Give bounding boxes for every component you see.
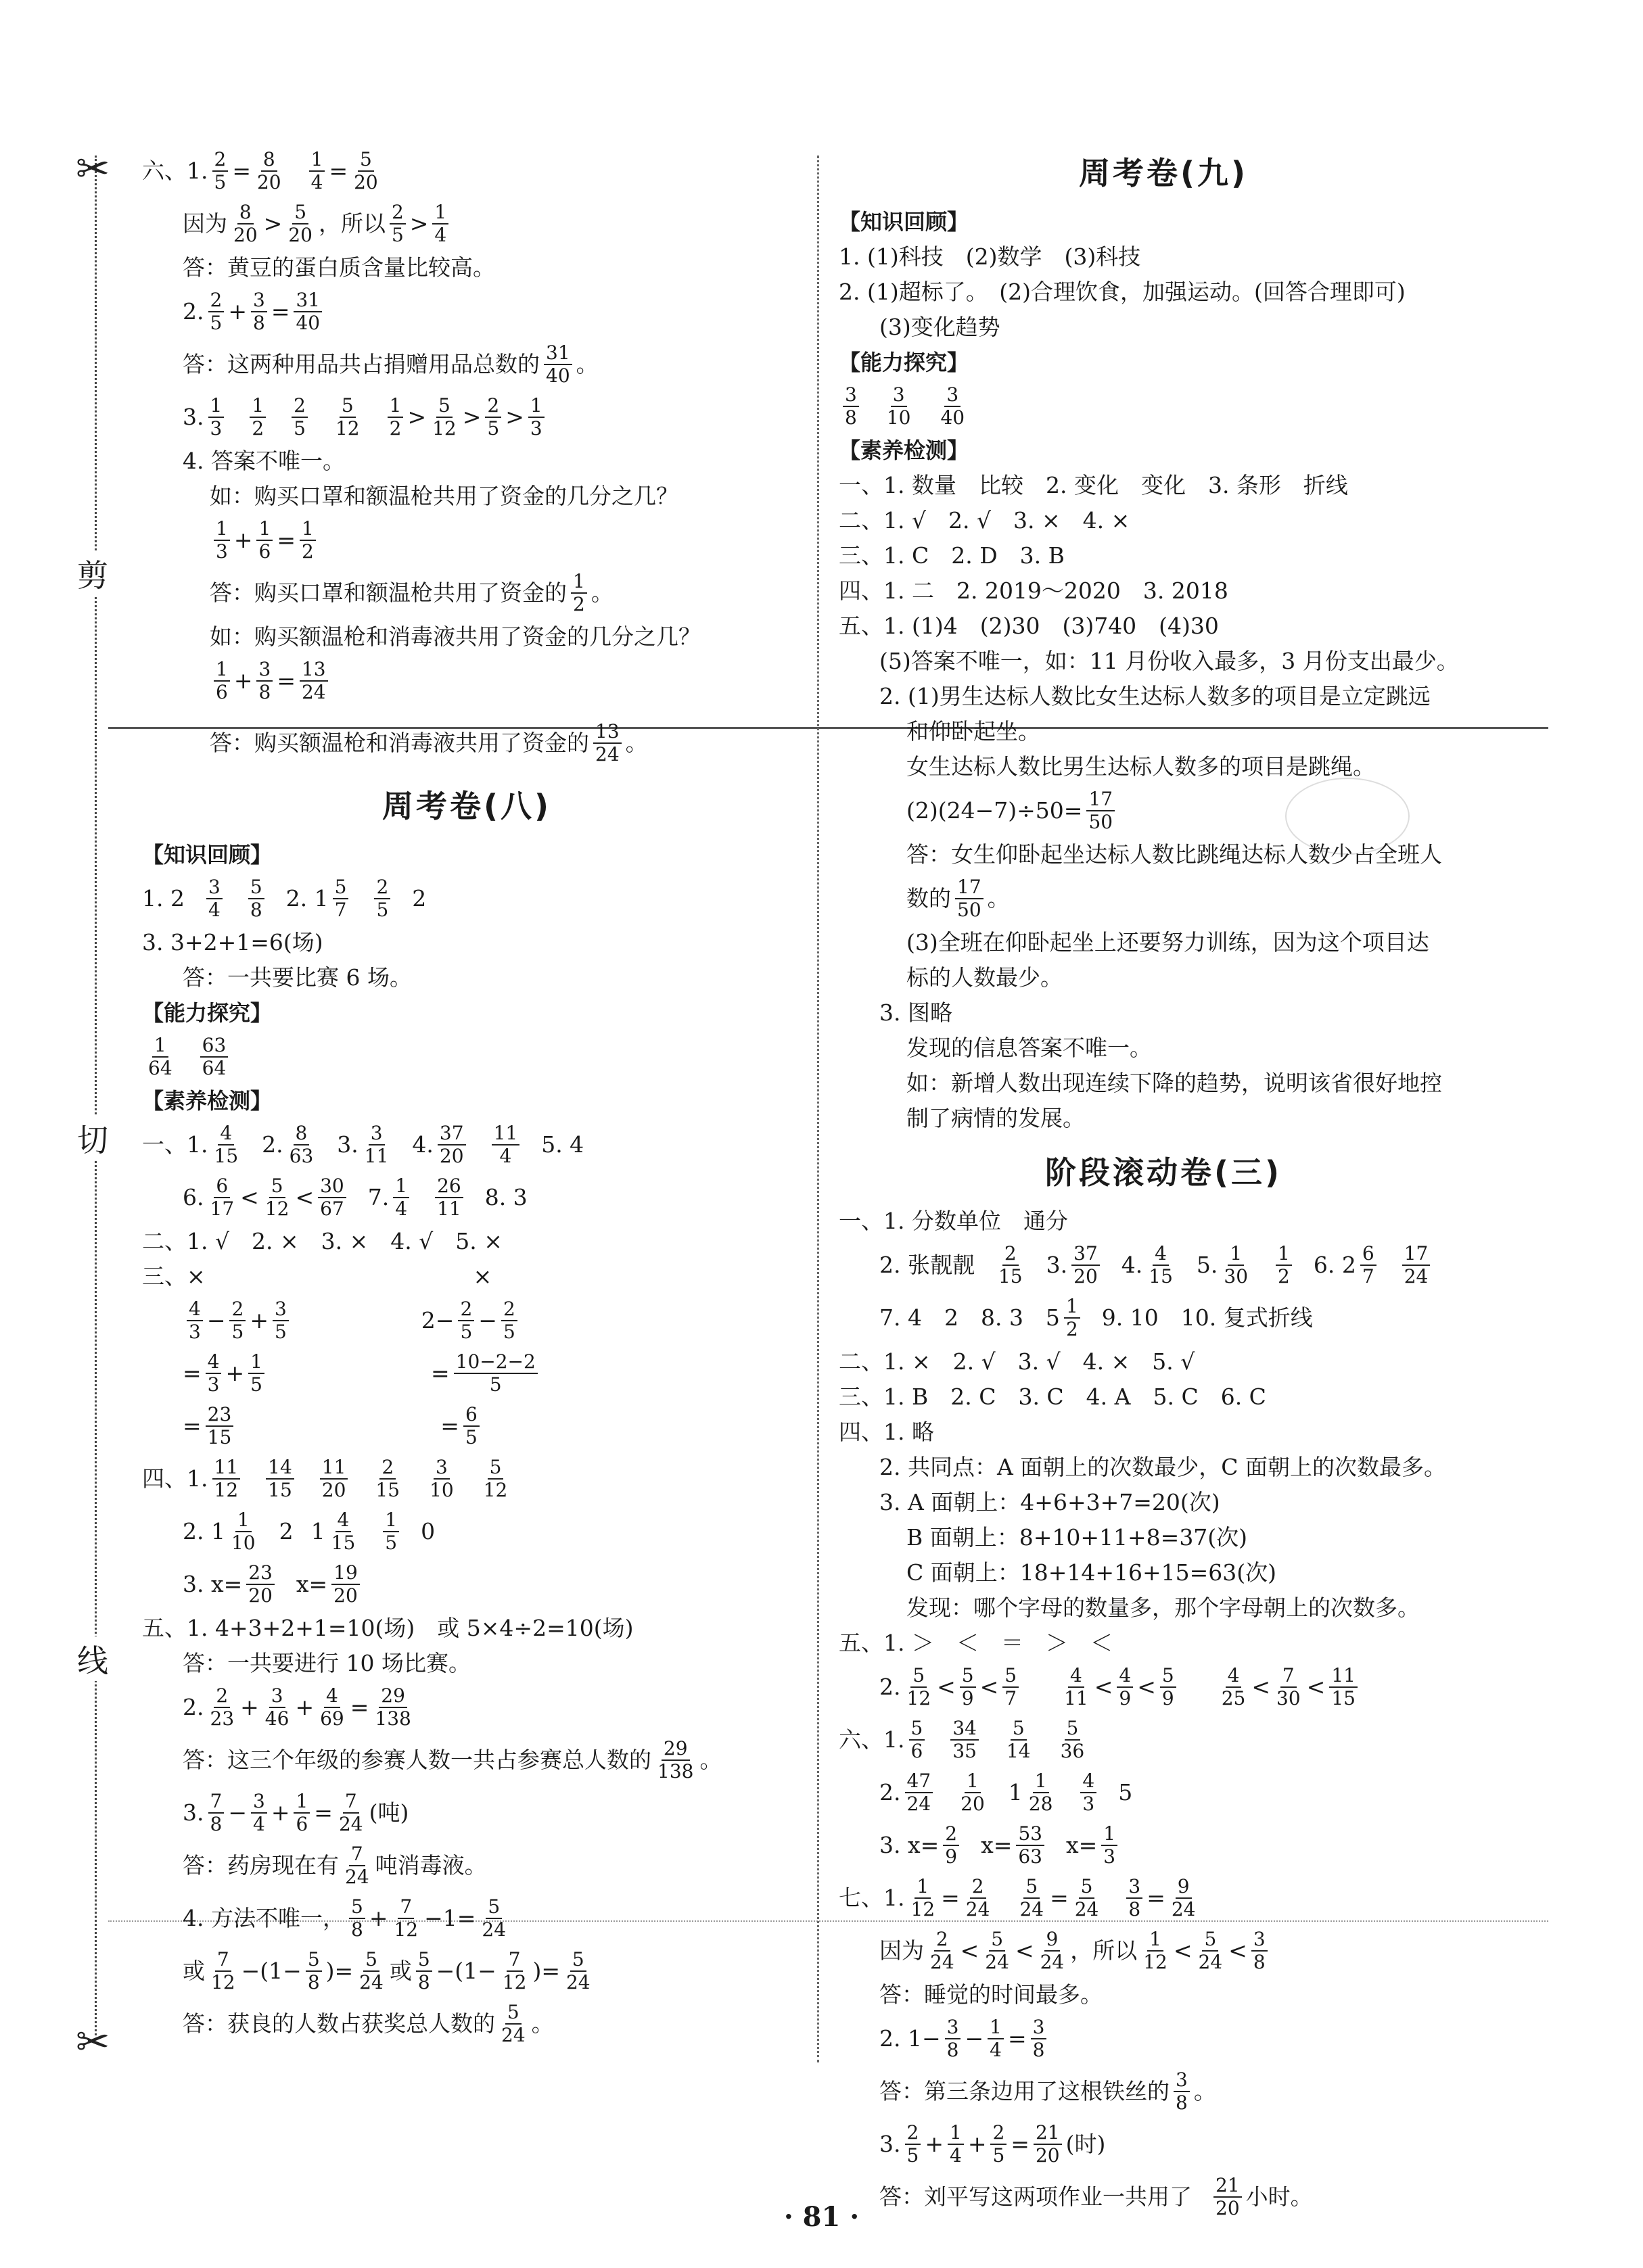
r-er: 二、1. √ 2. √ 3. × 4. × xyxy=(839,507,1130,534)
wu3: 3. $\frac{7}{8}$ − $\frac{3}{4}$ + $\frac{1}{6}$ = $\frac{7}{24}$ (吨) xyxy=(183,1790,409,1835)
q6-1: 六、1. $\frac{2}{5}$ = $\frac{8}{20}$ $\frac{1}{4}$ = $\frac{5}{20}$ xyxy=(142,148,378,193)
q6-4-a1: 答：购买口罩和额温枪共用了资金的 $\frac{1}{2}$ 。 xyxy=(210,570,614,615)
section-literacy: 【素养检测】 xyxy=(142,1088,273,1114)
section-ability: 【能力探究】 xyxy=(142,1000,273,1026)
r-ability-ans: $\frac{3}{8}$ $\frac{3}{10}$ $\frac{3}{40}$ xyxy=(839,384,1488,429)
wu2b: 答：这三个年级的参赛人数一共占参赛总人数的 $\frac{29}{138}$ 。 xyxy=(183,1737,722,1782)
jsi3: 3. A 面朝上：4+6+3+7=20(次) xyxy=(879,1489,1220,1515)
jqi3: 3. $\frac{2}{5}$ + $\frac{1}{4}$ + $\frac{2}{5}$ = $\frac{21}{20}$ (时) xyxy=(879,2121,1106,2167)
r-y1: 一、1. 数量 比较 2. 变化 变化 3. 条形 折线 xyxy=(839,472,1348,498)
san: 三、× × xyxy=(142,1263,492,1290)
r-k1: 1. (1)科技 (2)数学 (3)科技 xyxy=(839,243,1141,270)
wu4c: 答：获良的人数占获奖总人数的 $\frac{5}{24}$ 。 xyxy=(183,2001,554,2046)
er: 二、1. √ 2. × 3. × 4. √ 5. × xyxy=(142,1228,503,1254)
q6-4-q2: 如：购买额温枪和消毒液共用了资金的几分之几？ xyxy=(210,623,701,650)
jsi3d: 发现：哪个字母的数量多，那个字母朝上的次数多。 xyxy=(906,1594,1420,1621)
jwu1: 五、1. ＞ ＜ ＝ ＞ ＜ xyxy=(839,1630,1113,1656)
wu4: 4. 方法不唯一， $\frac{5}{8}$ + $\frac{7}{12}$ −1= $\frac{5}{24}$ xyxy=(183,1895,507,1941)
section-review: 【知识回顾】 xyxy=(142,842,273,868)
r-wu3c: 如：新增人数出现连续下降的趋势，说明该省很好地控 xyxy=(906,1070,1442,1096)
scissor-icon-top: ✂ xyxy=(76,145,110,193)
ability-ans: $\frac{1}{64}$ $\frac{63}{64}$ xyxy=(142,1035,791,1079)
q6-2: 2. $\frac{2}{5}$ + $\frac{3}{8}$ = $\frac{31}{40}$ xyxy=(142,289,791,334)
page-number: · 81 · xyxy=(783,2201,860,2233)
r-wu2e: 答：女生仰卧起坐达标人数比跳绳达标人数少占全班人 xyxy=(906,841,1442,868)
si1: 四、1. $\frac{11}{12}$ $\frac{14}{15}$ $\frac{11}{20}$ $\frac{2}{15}$ $\frac{3}{10}$ $\frac{5}{12}$ xyxy=(142,1456,508,1501)
title-stage3: 阶段滚动卷(三) xyxy=(1044,1154,1282,1191)
jwu2: 2. $\frac{5}{12}$ < $\frac{5}{9}$ < $\frac{5}{7}$ $\frac{4}{11}$ < $\frac{4}{9}$ < $\frac{5}{9}$ $\frac{4}{25}$ < $\frac{7}{30}$ < $\frac{11}{15}$ xyxy=(839,1665,1488,1709)
right-column xyxy=(839,149,1488,2227)
jliu1: 六、1. $\frac{5}{6}$ $\frac{34}{35}$ $\frac{5}{14}$ $\frac{5}{36}$ xyxy=(839,1717,1085,1762)
jsi1: 四、1. 略 xyxy=(839,1419,934,1445)
jqi2: 2. 1− $\frac{3}{8}$ − $\frac{1}{4}$ = $\frac{3}{8}$ xyxy=(839,2016,1488,2061)
y6: 6. $\frac{6}{17}$ < $\frac{5}{12}$ < $\frac{30}{67}$ 7. $\frac{1}{4}$ $\frac{26}{11}$ 8. 3 xyxy=(183,1175,528,1220)
q6-4-calc1: $\frac{1}{3}$ + $\frac{1}{6}$ = $\frac{1}{2}$ xyxy=(142,518,791,563)
j1: 一、1. 分数单位 通分 xyxy=(839,1208,1068,1234)
r-k2: 2. (1)超标了。 (2)合理饮食，加强运动。(回答合理即可) xyxy=(839,279,1406,305)
r-si: 四、1. 二 2. 2019～2020 3. 2018 xyxy=(839,577,1228,604)
jliu3: 3. x= $\frac{2}{9}$ x= $\frac{53}{63}$ x= $\frac{1}{3}$ xyxy=(839,1823,1488,1868)
y1: 一、1. $\frac{4}{15}$ 2. $\frac{8}{63}$ 3. $\frac{3}{11}$ 4. $\frac{37}{20}$ $\frac{11}{4}$ 5. 4 xyxy=(142,1122,584,1167)
r-k3: (3)变化趋势 xyxy=(879,314,1000,340)
wu1: 五、1. 4+3+2+1=10(场) 或 5×4÷2=10(场) xyxy=(142,1615,634,1641)
cut-label-jian: 剪 xyxy=(77,551,108,596)
r-wu2: 2. (1)男生达标人数比女生达标人数多的项目是立定跳远 xyxy=(879,683,1431,709)
r-section-review: 【知识回顾】 xyxy=(839,209,969,235)
q6-1-compare: 因为 $\frac{8}{20}$ > $\frac{5}{20}$ ，所以 $\frac{2}{5}$ > $\frac{1}{4}$ xyxy=(142,202,791,246)
jqi3c: 答：刘平写这两项作业一共用了 $\frac{21}{20}$ 小时。 xyxy=(879,2174,1313,2219)
cut-label-qie: 切 xyxy=(77,1116,108,1160)
r-wu2g: (3)全班在仰卧起坐上还要努力训练，因为这个项目达 xyxy=(906,929,1429,955)
r-section-ability: 【能力探究】 xyxy=(839,350,969,375)
q6-4-a2: 答：购买额温枪和消毒液共用了资金的 $\frac{13}{24}$ 。 xyxy=(210,720,648,765)
r-wu2h: 标的人数最少。 xyxy=(906,964,1063,991)
cut-label-xian: 线 xyxy=(77,1636,108,1681)
si2: 2. 1 $\frac{1}{10}$ 2 1 $\frac{4}{15}$ $\frac{1}{5}$ 0 xyxy=(183,1509,436,1554)
r-wu2f: 数的 $\frac{17}{50}$ 。 xyxy=(906,876,1010,921)
q6-4: 4. 答案不唯一。 xyxy=(183,448,345,474)
wu3c: 答：药房现在有 $\frac{7}{24}$ 吨消毒液。 xyxy=(183,1843,487,1888)
cut-line xyxy=(95,156,97,2035)
q6-3: 3. $\frac{1}{3}$ $\frac{1}{2}$ $\frac{2}{5}$ $\frac{5}{12}$ $\frac{1}{2}$ > $\frac{5}{12}$ > $\frac{2}{5}$ > $\frac{1}{3}$ xyxy=(142,395,791,440)
wu2: 2. $\frac{2}{23}$ + $\frac{3}{46}$ + $\frac{4}{69}$ = $\frac{29}{138}$ xyxy=(183,1684,411,1730)
q6-4-calc2: $\frac{1}{6}$ + $\frac{3}{8}$ = $\frac{13}{24}$ xyxy=(142,659,791,703)
r-wu1b: (5)答案不唯一，如：11 月份收入最多，3 月份支出最少。 xyxy=(879,648,1459,674)
title-week9: 周考卷(九) xyxy=(1078,155,1249,191)
r-wu2c: 女生达标人数比男生达标人数多的项目是跳绳。 xyxy=(906,753,1375,780)
r-wu2d: (2)(24−7)÷50= $\frac{17}{50}$ xyxy=(839,788,1488,833)
jsi2: 2. 共同点：A 面朝上的次数最少，C 面朝上的次数最多。 xyxy=(879,1454,1447,1480)
r-wu2b: 和仰卧起坐。 xyxy=(906,718,1040,745)
j7: 7. 4 2 8. 3 5 $\frac{1}{2}$ 9. 10 10. 复式折线 xyxy=(879,1295,1313,1340)
r-section-literacy: 【素养检测】 xyxy=(839,438,969,463)
r-wu1: 五、1. (1)4 (2)30 (3)740 (4)30 xyxy=(839,613,1219,639)
r-san: 三、1. C 2. D 3. B xyxy=(839,542,1065,569)
scissor-icon-bottom: ✂ xyxy=(76,2018,110,2066)
q6-2-answer: 答：这两种用品共占捐赠用品总数的 $\frac{31}{40}$ 。 xyxy=(183,341,599,387)
san-calc2: = $\frac{4}{3}$ + $\frac{1}{5}$ = $\frac{10-2-2}{5}$ xyxy=(142,1351,791,1396)
k1: 1. 2 $\frac{3}{4}$ $\frac{5}{8}$ 2. 1 $\frac{5}{7}$ $\frac{2}{5}$ 2 xyxy=(142,876,427,921)
jliu2: 2. $\frac{47}{24}$ $\frac{1}{20}$ 1 $\frac{1}{28}$ $\frac{4}{3}$ 5 xyxy=(879,1770,1133,1815)
san-calc1: $\frac{4}{3}$ − $\frac{2}{5}$ + $\frac{3}{5}$ 2− $\frac{2}{5}$ − $\frac{2}{5}$ xyxy=(142,1298,791,1343)
column-separator xyxy=(817,156,819,2062)
jsi3b: B 面朝上：8+10+11+8=37(次) xyxy=(906,1524,1248,1551)
jqi1b: 因为 $\frac{2}{24}$ < $\frac{5}{24}$ < $\frac{9}{24}$ ，所以 $\frac{1}{12}$ < $\frac{5}{24}$ < $\frac{3}{8}$ xyxy=(839,1929,1488,1973)
wu4b: 或 $\frac{7}{12}$ −(1− $\frac{5}{8}$ )= $\frac{5}{24}$ 或 $\frac{5}{8}$ −(1− $\frac{7}{12}$ )= $\frac{5}{24}$ xyxy=(183,1948,591,1993)
jer: 二、1. × 2. √ 3. √ 4. × 5. √ xyxy=(839,1348,1195,1375)
wu1b: 答：一共要进行 10 场比赛。 xyxy=(183,1650,471,1676)
jqi1d: 答：睡觉的时间最多。 xyxy=(879,1981,1103,2008)
jsi3c: C 面朝上：18+14+16+15=63(次) xyxy=(906,1559,1277,1586)
jsan: 三、1. B 2. C 3. C 4. A 5. C 6. C xyxy=(839,1384,1266,1410)
san-calc3: = $\frac{23}{15}$ = $\frac{6}{5}$ xyxy=(142,1404,791,1448)
q6-4-q1: 如：购买口罩和额温枪共用了资金的几分之几？ xyxy=(210,483,678,509)
jqi1: 七、1. $\frac{1}{12}$ = $\frac{2}{24}$ $\frac{5}{24}$ = $\frac{5}{24}$ $\frac{3}{8}$ = $\frac{9}{24}$ xyxy=(839,1875,1196,1920)
k4: 答：一共要比赛 6 场。 xyxy=(183,964,412,991)
r-wu3d: 制了病情的发展。 xyxy=(906,1105,1085,1131)
r-wu3: 3. 图略 xyxy=(879,999,952,1026)
title-week8: 周考卷(八) xyxy=(381,788,552,824)
left-column xyxy=(142,149,791,2054)
k3: 3. 3+2+1=6(场) xyxy=(142,929,323,955)
si3: 3. x= $\frac{23}{20}$ x= $\frac{19}{20}$ xyxy=(142,1562,791,1607)
r-wu3b: 发现的信息答案不唯一。 xyxy=(906,1035,1152,1061)
jqi2b: 答：第三条边用了这根铁丝的 $\frac{3}{8}$ 。 xyxy=(879,2069,1216,2114)
q6-1-answer: 答：黄豆的蛋白质含量比较高。 xyxy=(183,254,495,281)
j2: 2. 张靓靓 $\frac{2}{15}$ 3. $\frac{37}{20}$ 4. $\frac{4}{15}$ 5. $\frac{1}{30}$ $\frac{1}{2}$ 6. 2 $\frac{6}{7}$ $\frac{17}{24}$ xyxy=(839,1243,1488,1287)
